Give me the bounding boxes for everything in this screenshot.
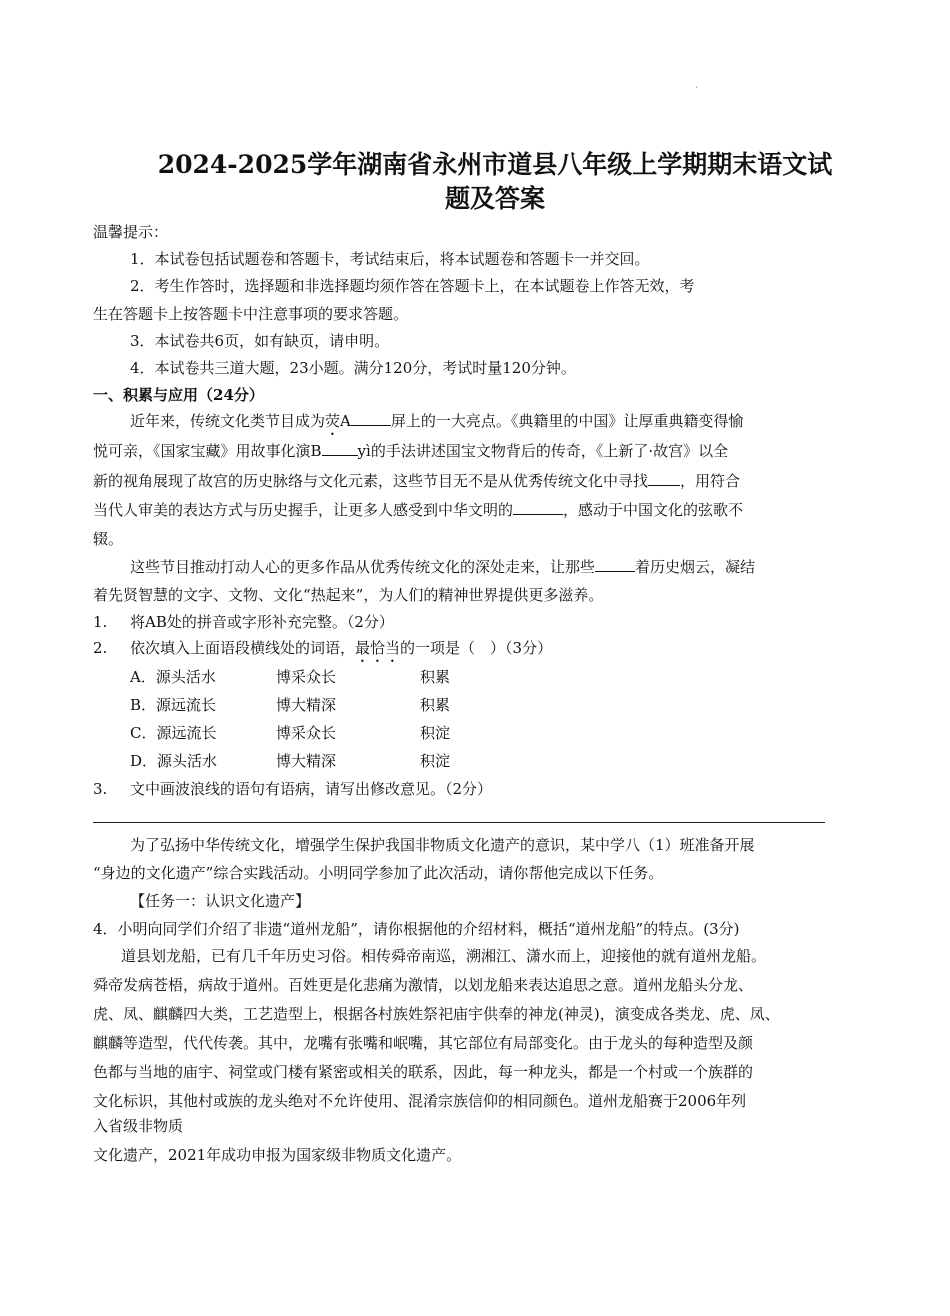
option-label: C．源远流长	[130, 724, 217, 742]
option-word: 积累	[420, 696, 451, 714]
material-line: 虎、凤、麒麟四大类，工艺造型上，根据各村族姓祭祀庙宇供奉的神龙(神灵)，演变成各类龙、虎、凤、	[93, 1005, 780, 1023]
emphasized-text: 最恰当	[355, 639, 401, 657]
text: 新的视角展现了故宫的历史脉络与文化元素，这些节目无不是从优秀传统文化中寻找	[93, 472, 649, 490]
passage-line	[93, 500, 863, 520]
material-line: 入省级非物质	[93, 1117, 184, 1135]
activity-intro: “身边的文化遗产”综合实践活动。小明同学参加了此次活动，请你帮他完成以下任务。	[93, 864, 664, 882]
tip-item: 生在答题卡上按答题卡中注意事项的要求答题。	[93, 305, 409, 323]
blank-line	[513, 500, 563, 515]
tip-item: 2．考生作答时，选择题和非选择题均须作答在答题卡上，在本试题卷上作答无效，考	[130, 277, 695, 295]
document-title-line-2: 题及答案	[444, 184, 545, 213]
passage-line	[93, 471, 863, 491]
blank-label: A	[340, 412, 351, 430]
option-word: 博采众长	[276, 668, 337, 686]
tip-item: 1．本试卷包括试题卷和答题卡，考试结束后，将本试题卷和答题卡一并交回。	[130, 250, 650, 268]
option-label: A．源头活水	[130, 668, 216, 686]
tips-heading: 温馨提示：	[93, 223, 169, 241]
material-line: 麒麟等造型，代代传袭。其中，龙嘴有张嘴和岷嘴，其它部位有局部变化。由于龙头的每种造型及颜	[93, 1034, 754, 1052]
material-line: 文化遗产，2021年成功申报为国家级非物质文化遗产。	[93, 1146, 462, 1164]
passage-line	[130, 411, 900, 439]
task-heading: 【任务一：认识文化遗产】	[130, 892, 311, 910]
answer-line	[93, 822, 825, 823]
passage-line: 辍。	[93, 530, 124, 548]
option-word: 博大精深	[276, 752, 337, 770]
question-text: 将AB处的拼音或字形补充完整。（2分）	[130, 613, 394, 631]
option-word: 积累	[420, 668, 451, 686]
question-text: 文中画波浪线的语句有语病，请写出修改意见。（2分）	[130, 780, 493, 798]
text: 着历史烟云，凝结	[635, 558, 756, 576]
blank-line	[648, 471, 680, 486]
text: 的一项是（ ）（3分）	[400, 639, 553, 657]
corner-mark: `	[695, 86, 699, 95]
question-number: 2.	[93, 639, 108, 657]
blank-label: B	[310, 442, 322, 460]
text: ，感动于中国文化的弦歌不	[563, 501, 744, 519]
text: 近年来，传统文化类节目成为	[130, 412, 326, 430]
option-label: B．源远流长	[130, 696, 217, 714]
material-line: 色都与当地的庙宇、祠堂或门楼有紧密或相关的联系，因此，每一种龙头，都是一个村或一个族群的	[93, 1063, 754, 1081]
blank-line	[595, 557, 635, 572]
material-line: 道县划龙船，已有几千年历史习俗。相传舜帝南巡，溯湘江、潇水而上，迎接他的就有道州龙船。	[121, 947, 767, 965]
activity-intro: 为了弘扬中华传统文化，增强学生保护我国非物质文化遗产的意识，某中学八（1）班准备开展	[130, 836, 755, 854]
text: 当代人审美的表达方式与历史握手，让更多人感受到中华文明的	[93, 501, 514, 519]
text: 悦可亲，《国家宝藏》用故事化演	[93, 442, 311, 460]
question-number: 3.	[93, 780, 108, 798]
option-word: 积淀	[420, 752, 451, 770]
document-title-line-1: 2024-2025学年湖南省永州市道县八年级上学期期末语文试	[157, 150, 833, 179]
text: 这些节目推动打动人心的更多作品从优秀传统文化的深处走来，让那些	[130, 558, 596, 576]
text: 依次填入上面语段横线处的词语，	[130, 639, 356, 657]
tip-item: 3．本试卷共6页，如有缺页，请申明。	[130, 332, 390, 350]
blank-line	[322, 441, 358, 456]
emphasized-char: 荧	[325, 412, 341, 430]
material-line: 文化标识，其他村或族的龙头绝对不允许使用、混淆宗族信仰的相同颜色。道州龙船赛于2006年列	[93, 1092, 747, 1110]
option-word: 博大精深	[276, 696, 337, 714]
passage-line: 着先贤智慧的文字、文物、文化“热起来”，为人们的精神世界提供更多滋养。	[93, 586, 604, 604]
tip-item: 4．本试卷共三道大题，23小题。满分120分，考试时量120分钟。	[130, 359, 576, 377]
material-line: 舜帝发病苍梧，病故于道州。百姓更是化悲痛为激情，以划龙船来表达追思之意。道州龙船头分龙、	[93, 976, 754, 994]
section-heading: 一、积累与应用（24分）	[93, 386, 264, 404]
question-number: 1.	[93, 613, 108, 631]
blank-line	[351, 411, 391, 426]
passage-line	[93, 441, 863, 461]
passage-line	[130, 557, 900, 577]
text: 屏上的一大亮点。《典籍里的中国》让厚重典籍变得愉	[390, 412, 744, 430]
question-4: 4．小明向同学们介绍了非遗“道州龙船”，请你根据他的介绍材料，概括“道州龙船”的特点。(3分)	[93, 920, 740, 938]
option-label: D．源头活水	[130, 752, 218, 770]
question-text	[130, 638, 552, 666]
text: ，用符合	[680, 472, 741, 490]
text: yì的手法讲述国宝文物背后的传奇，《上新了·故宫》以全	[357, 442, 729, 460]
option-word: 积淀	[420, 724, 451, 742]
option-word: 博采众长	[276, 724, 337, 742]
